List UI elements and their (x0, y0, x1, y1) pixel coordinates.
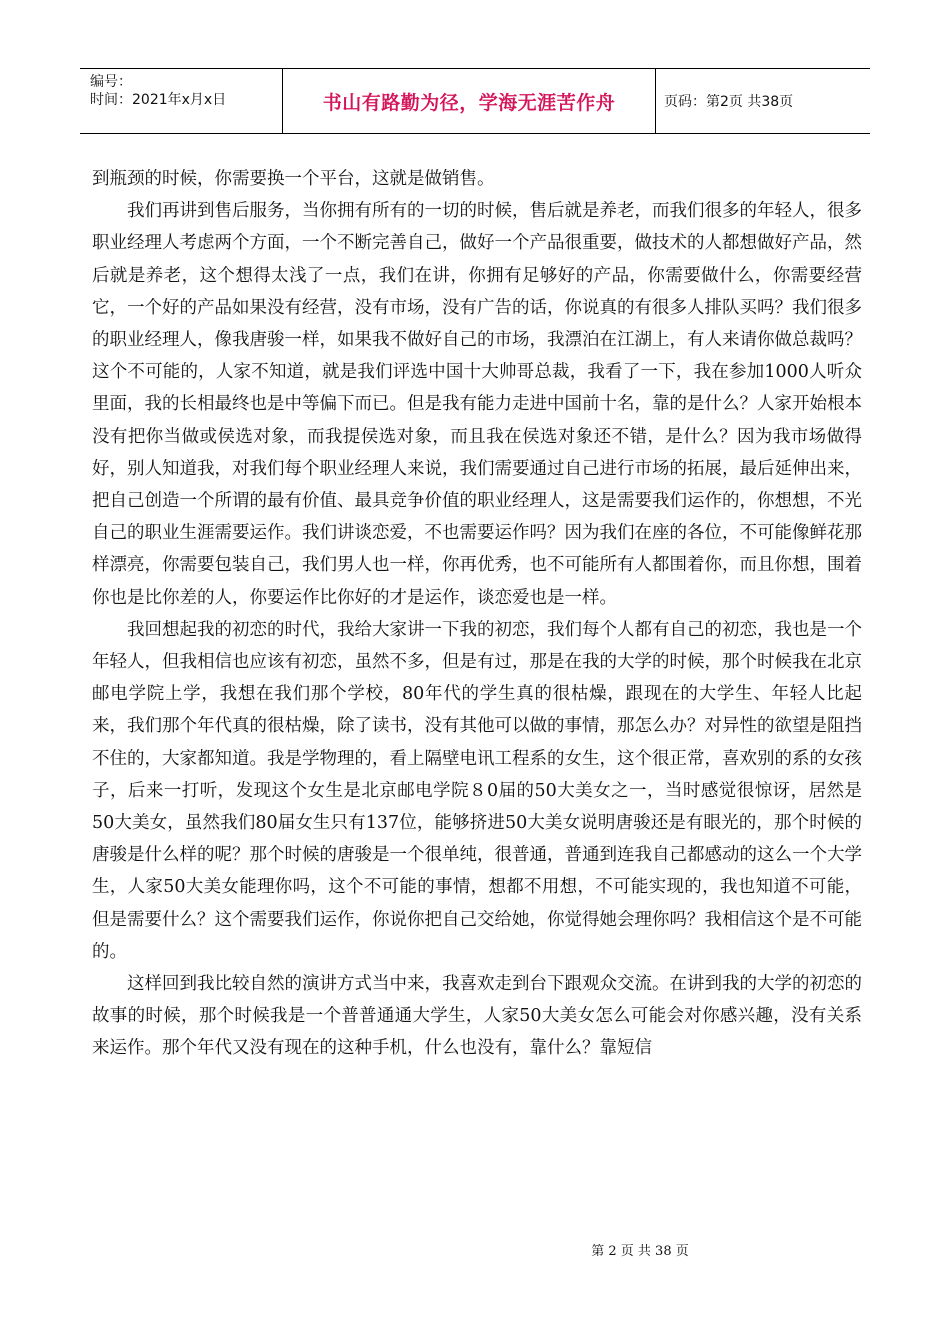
header-code-label: 编号： (90, 74, 132, 90)
header-meta-cell (80, 69, 283, 133)
header-motto: 书山有路勤为径，学海无涯苦作舟 (283, 69, 656, 133)
page-footer: 第 2 页 共 38 页 (591, 1244, 689, 1259)
paragraph: 我回想起我的初恋的时代，我给大家讲一下我的初恋，我们每个人都有自己的初恋，我也是一个年轻人，但我相信也应该有初恋，虽然不多，但是有过，那是在我的大学的时候，那个时候我在北京邮电学院上学，我想在我们那个学校，80年代的学生真的很枯燥，跟现在的大学生、年轻人比起来，我们那个年代真的很枯燥，除了读书，没有其他可以做的事情，那怎么办？对异性的欲望是阻挡不住的，大家都知道。我是学物理的，看上隔壁电讯工程系的女生，这个很正常，喜欢别的系的女孩子，后来一打听，发现这个女生是北京邮电学院８0届的50大美女之一，当时感觉很惊讶，居然是50大美女，虽然我们80届女生只有137位，能够挤进50大美女说明唐骏还是有眼光的，那个时候的唐骏是什么样的呢？那个时候的唐骏是一个很单纯，很普通，普通到连我自己都感动的这么一个大学生，人家50大美女能理你吗，这个不可能的事情，想都不用想，不可能实现的，我也知道不可能，但是需要什么？这个需要我们运作，你说你把自己交给她，你觉得她会理你吗？我相信这个是不可能的。 (92, 619, 862, 962)
paragraph: 这样回到我比较自然的演讲方式当中来，我喜欢走到台下跟观众交流。在讲到我的大学的初恋的故事的时候，那个时候我是一个普普通通大学生，人家50大美女怎么可能会对你感兴趣，没有关系来运作。那个年代又没有现在的这种手机，什么也没有，靠什么？靠短信 (92, 974, 862, 1059)
paragraph: 我们再讲到售后服务，当你拥有所有的一切的时候，售后就是养老，而我们很多的年轻人，很多职业经理人考虑两个方面，一个不断完善自己，做好一个产品很重要，做技术的人都想做好产品，然后就是养老，这个想得太浅了一点，我们在讲，你拥有足够好的产品，你需要做什么，你需要经营它，一个好的产品如果没有经营，没有市场，没有广告的话，你说真的有很多人排队买吗？我们很多的职业经理人，像我唐骏一样，如果我不做好自己的市场，我漂泊在江湖上，有人来请你做总裁吗？这个不可能的，人家不知道，就是我们评选中国十大帅哥总裁，我看了一下，我在参加1000人听众里面，我的长相最终也是中等偏下而已。但是我有能力走进中国前十名，靠的是什么？人家开始根本没有把你当做或侯选对象，而我提侯选对象，而且我在侯选对象还不错，是什么？因为我市场做得好，别人知道我，对我们每个职业经理人来说，我们需要通过自己进行市场的拓展，最后延伸出来，把自己创造一个所谓的最有价值、最具竞争价值的职业经理人，这是需要我们运作的，你想想，不光自己的职业生涯需要运作。我们讲谈恋爱，不也需要运作吗？因为我们在座的各位，不可能像鲜花那样漂亮，你需要包装自己，我们男人也一样，你再优秀，也不可能所有人都围着你，而且你想，围着你也是比你差的人，你要运作比你好的才是运作，谈恋爱也是一样。 (92, 201, 862, 608)
header-page-info: 页码：第2页 共38页 (664, 94, 794, 110)
header-date-label: 时间：2021年x月x日 (90, 92, 227, 108)
document-body (92, 163, 862, 1065)
page-header (80, 68, 870, 134)
paragraph: 到瓶颈的时候，你需要换一个平台，这就是做销售。 (92, 169, 495, 189)
